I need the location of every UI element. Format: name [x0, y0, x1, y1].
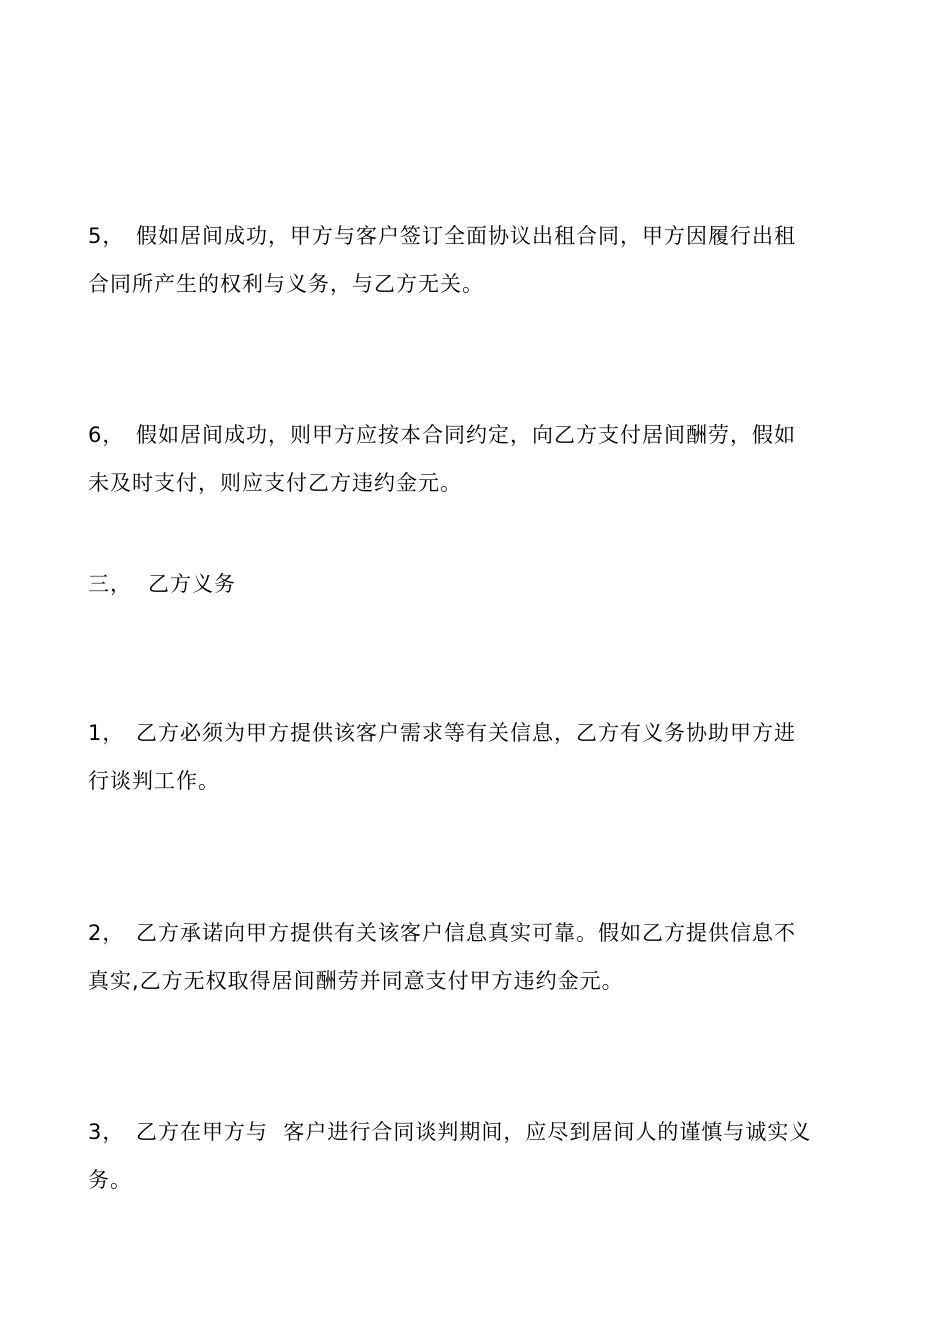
clause-number: 5，	[88, 224, 125, 248]
obligation-2-line-2: 真实,乙方无权取得居间酬劳并同意支付甲方违约金元。	[88, 969, 624, 993]
section-number: 三，	[88, 572, 132, 596]
clause-number: 1，	[88, 721, 125, 745]
obligation-2	[88, 909, 868, 1005]
obligation-3-line-2: 务。	[88, 1168, 132, 1192]
clause-text: 乙方在甲方与 客户进行合同谈判期间，应尽到居间人的谨慎与诚实义	[136, 1120, 812, 1144]
clause-5	[88, 212, 868, 308]
clause-text: 乙方承诺向甲方提供有关该客户信息真实可靠。假如乙方提供信息不	[136, 921, 796, 945]
obligation-3	[88, 1108, 868, 1204]
obligation-1-line-2: 行谈判工作。	[88, 769, 220, 793]
clause-number: 3，	[88, 1120, 125, 1144]
clause-5-line-1	[88, 212, 868, 260]
section-heading	[88, 560, 236, 608]
clause-6	[88, 411, 868, 507]
clause-number: 2，	[88, 921, 125, 945]
clause-text: 假如居间成功，则甲方应按本合同约定，向乙方支付居间酬劳，假如	[136, 423, 796, 447]
obligation-2-line-1	[88, 909, 868, 957]
clause-text: 乙方必须为甲方提供该客户需求等有关信息，乙方有义务协助甲方进	[136, 721, 796, 745]
clause-5-line-2: 合同所产生的权利与义务，与乙方无关。	[88, 272, 484, 296]
clause-number: 6，	[88, 423, 125, 447]
obligation-3-line-1	[88, 1108, 868, 1156]
section-title: 乙方义务	[148, 572, 236, 596]
clause-6-line-1	[88, 411, 868, 459]
obligation-1	[88, 709, 868, 805]
obligation-1-line-1	[88, 709, 868, 757]
clause-text: 假如居间成功，甲方与客户签订全面协议出租合同，甲方因履行出租	[136, 224, 796, 248]
clause-6-line-2: 未及时支付，则应支付乙方违约金元。	[88, 471, 462, 495]
